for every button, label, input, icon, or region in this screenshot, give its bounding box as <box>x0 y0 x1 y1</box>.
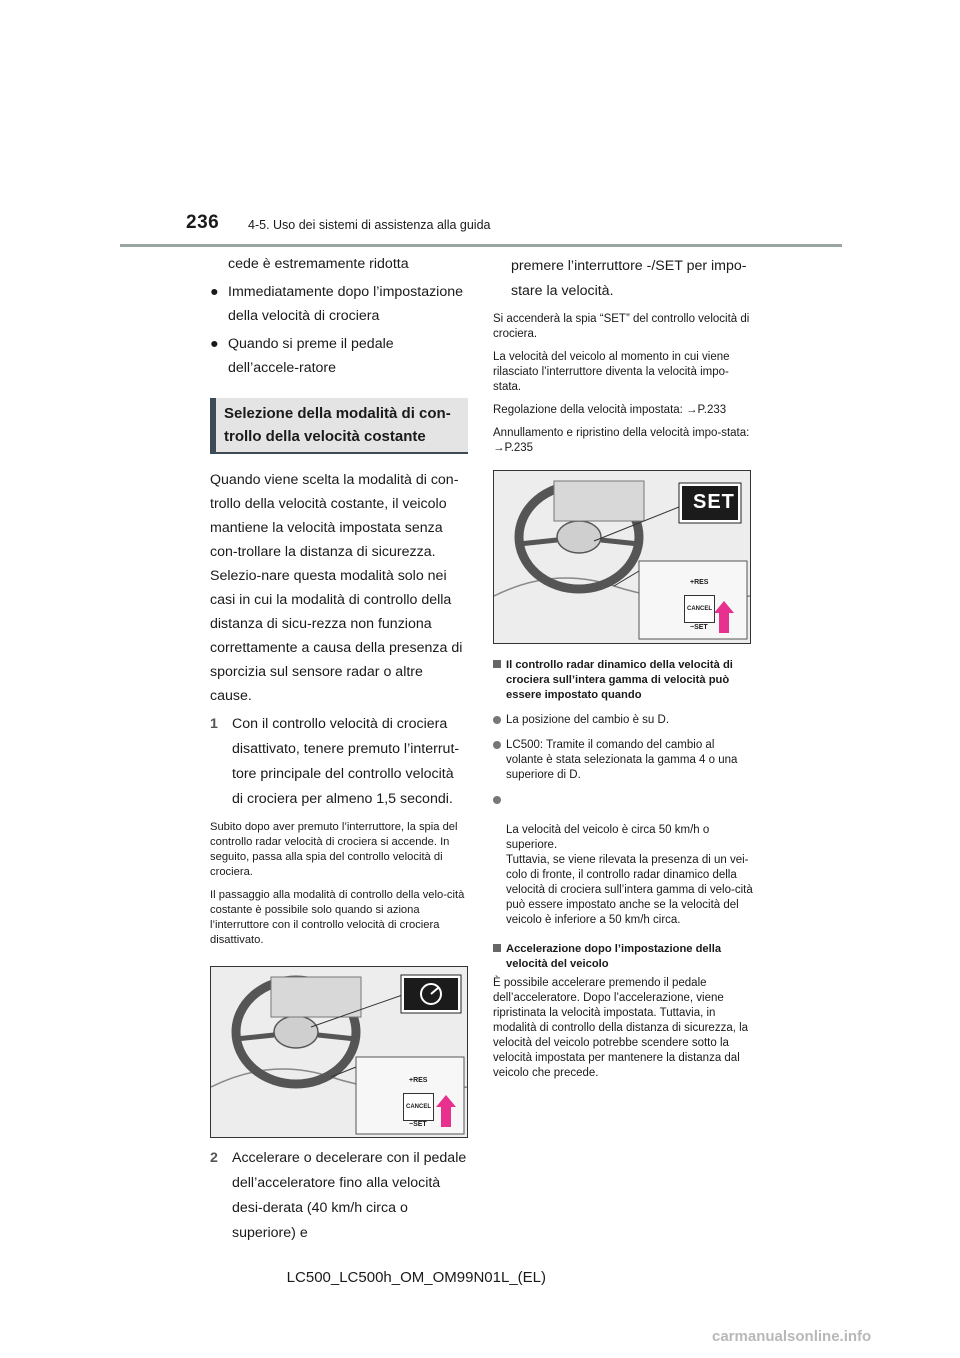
steering-wheel-illustration-1 <box>210 966 468 1138</box>
bullet-item: LC500: Tramite il comando del cambio al volante è stata selezionata la gamma 4 o una superiore di D. <box>493 738 753 783</box>
bullet-dot-icon <box>493 796 501 804</box>
note-link: Regolazione della velocità impostata: →P.233 <box>493 404 727 416</box>
step-1 <box>210 712 468 812</box>
bullet-item: ● Immediatamente dopo l’impostazione della velocità di crociera <box>210 280 468 328</box>
res-label: +RES <box>409 1077 428 1084</box>
note: Si accenderà la spia “SET” del controllo velocità di crociera. <box>493 313 750 340</box>
cancel-button-label: CANCEL <box>684 595 715 623</box>
steering-wheel-illustration-2 <box>493 470 751 644</box>
continuation-text: premere l’interruttore -/SET per impo-stare la velocità. <box>511 258 747 299</box>
section-title: 4-5. Uso dei sistemi di assistenza alla guida <box>248 218 491 232</box>
right-column <box>493 254 753 1081</box>
cancel-button-label: CANCEL <box>403 1093 434 1121</box>
header-divider <box>120 244 842 247</box>
subheading: Il controllo radar dinamico della velocità di crociera sull’intera gamma di velocità può essere impostato quando <box>493 658 753 703</box>
note: Subito dopo aver premuto l’interruttore, la spia del controllo radar velocità di crociera si accende. In seguito, passa alla spia del controllo velocità di crociera. <box>210 821 458 878</box>
bullet-dot-icon: ● <box>210 284 219 300</box>
bullet-item: ● Quando si preme il pedale dell’accele-ratore <box>210 332 468 380</box>
continuation-text: cede è estremamente ridotta <box>228 256 409 272</box>
note: La velocità del veicolo al momento in cui viene rilasciato l’interruttore diventa la velocità impo-stata. <box>493 351 730 393</box>
note: Il passaggio alla modalità di controllo della velo-cità costante è possibile solo quando si aziona l’interruttore con il controllo velocità di crociera disattivato. <box>210 889 465 946</box>
paragraph: È possibile accelerare premendo il pedale dell’acceleratore. Dopo l’accelerazione, viene ripristinata la velocità impostata. Tuttavia, in modalità di controllo della distanza di sicurezza, la velocità del veicolo potrebbe scendere sotto la velocità impostata per mantenere la distanza dal veicolo che precede. <box>493 977 749 1079</box>
section-heading: Selezione della modalità di con-trollo della velocità costante <box>210 398 468 454</box>
square-bullet-icon <box>493 944 501 952</box>
bullet-item: La posizione del cambio è su D. <box>493 713 753 728</box>
bullet-dot-icon: ● <box>210 336 219 352</box>
intro-paragraph: Quando viene scelta la modalità di con-trollo della velocità costante, il veicolo mantiene la velocità impostata senza con-trollare la distanza di sicurezza. Selezio-nare questa modalità solo nei casi in cui la modalità di controllo della distanza di sicu-rezza non funziona correttamente a causa della presenza di sporcizia sul sensore radar o altre cause. <box>210 472 463 704</box>
bullet-dot-icon <box>493 741 501 749</box>
set-label: −SET <box>409 1121 427 1128</box>
step-2 <box>210 1146 468 1246</box>
set-label: −SET <box>690 624 708 631</box>
step-number: 2 <box>210 1150 218 1166</box>
note-link: Annullamento e ripristino della velocità impo-stata: →P.235 <box>493 427 750 454</box>
page-number: 236 <box>186 212 220 233</box>
watermark: carmanualsonline.info <box>712 1328 872 1345</box>
document-code: LC500_LC500h_OM_OM99N01L_(EL) <box>286 1269 546 1286</box>
res-label: +RES <box>690 579 709 586</box>
left-column <box>210 252 468 1246</box>
bullet-dot-icon <box>493 716 501 724</box>
step-number: 1 <box>210 716 218 732</box>
bullet-item: La velocità del veicolo è circa 50 km/h o superiore. Tuttavia, se viene rilevata la presenza di un vei-colo di fronte, il controllo radar dinamico della velocità di crociera sull’intera gamma di velo-cità può essere impostato anche se la velocità del veicolo è inferiore a 50 km/h circa. <box>493 793 753 928</box>
square-bullet-icon <box>493 660 501 668</box>
step-text: Con il controllo velocità di crociera disattivato, tenere premuto l’interrut-tore principale del controllo velocità di crociera per almeno 1,5 secondi. <box>232 716 460 807</box>
subheading: Accelerazione dopo l’impostazione della velocità del veicolo <box>493 942 753 972</box>
step-text: Accelerare o decelerare con il pedale dell’acceleratore fino alla velocità desi-derata (40 km/h circa o superiore) e <box>232 1150 467 1241</box>
set-badge: SET <box>693 491 735 513</box>
